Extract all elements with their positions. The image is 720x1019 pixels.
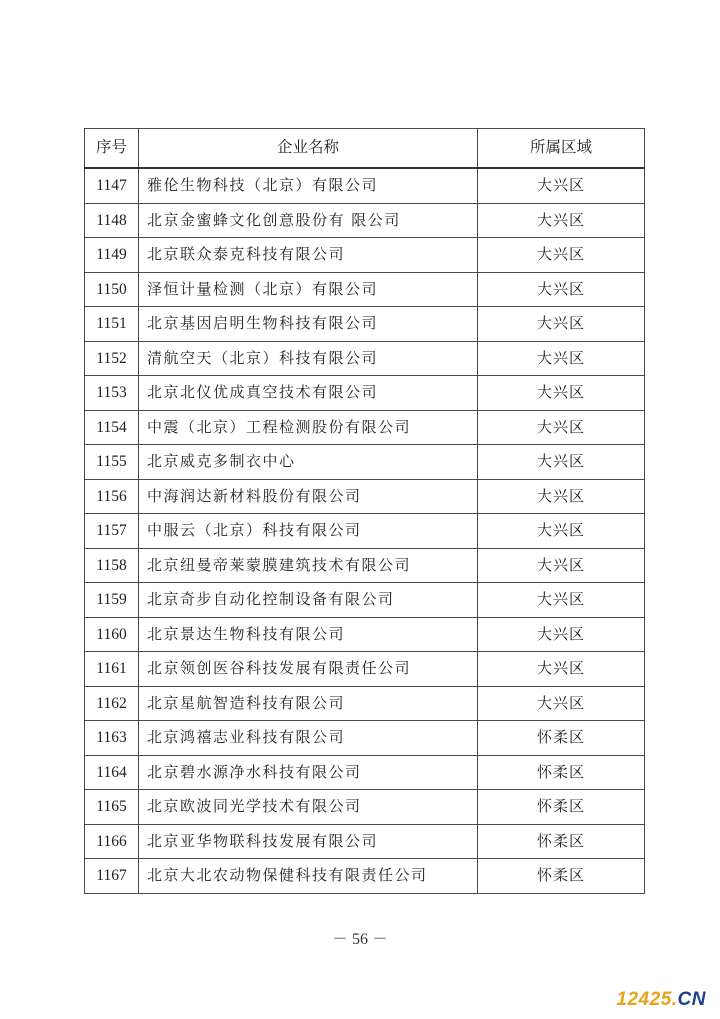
row-region: 大兴区: [478, 376, 645, 411]
header-region: 所属区域: [478, 129, 645, 169]
table-row: [85, 755, 645, 790]
row-region: 怀柔区: [478, 755, 645, 790]
row-company-name: 北京欧波同光学技术有限公司: [139, 790, 478, 825]
row-region: 大兴区: [478, 238, 645, 273]
row-region: 大兴区: [478, 652, 645, 687]
row-serial-number: 1153: [85, 376, 139, 411]
row-company-name: 北京领创医谷科技发展有限责任公司: [139, 652, 478, 687]
row-region: 怀柔区: [478, 721, 645, 756]
row-serial-number: 1161: [85, 652, 139, 687]
row-company-name: 中海润达新材料股份有限公司: [139, 479, 478, 514]
row-company-name: 北京金蜜蜂文化创意股份有 限公司: [139, 203, 478, 238]
table-row: [85, 238, 645, 273]
row-region: 大兴区: [478, 445, 645, 480]
row-company-name: 北京星航智造科技有限公司: [139, 686, 478, 721]
page-number: － 56 －: [331, 931, 388, 948]
row-serial-number: 1152: [85, 341, 139, 376]
row-company-name: 北京纽曼帝莱蒙膜建筑技术有限公司: [139, 548, 478, 583]
row-company-name: 北京碧水源净水科技有限公司: [139, 755, 478, 790]
row-serial-number: 1147: [85, 168, 139, 203]
row-region: 大兴区: [478, 307, 645, 342]
table-row: [85, 548, 645, 583]
company-table: [84, 128, 645, 894]
table-row: [85, 445, 645, 480]
row-region: 大兴区: [478, 341, 645, 376]
table-row: [85, 307, 645, 342]
table-row: [85, 514, 645, 549]
row-serial-number: 1165: [85, 790, 139, 825]
row-serial-number: 1160: [85, 617, 139, 652]
row-company-name: 北京鸿禧志业科技有限公司: [139, 721, 478, 756]
row-region: 大兴区: [478, 272, 645, 307]
row-region: 怀柔区: [478, 824, 645, 859]
row-serial-number: 1159: [85, 583, 139, 618]
row-serial-number: 1151: [85, 307, 139, 342]
row-serial-number: 1154: [85, 410, 139, 445]
row-region: 大兴区: [478, 686, 645, 721]
table-row: [85, 272, 645, 307]
table-row: [85, 652, 645, 687]
row-company-name: 北京大北农动物保健科技有限责任公司: [139, 859, 478, 894]
row-company-name: 北京奇步自动化控制设备有限公司: [139, 583, 478, 618]
row-serial-number: 1163: [85, 721, 139, 756]
row-serial-number: 1150: [85, 272, 139, 307]
table-row: [85, 341, 645, 376]
row-region: 大兴区: [478, 548, 645, 583]
row-serial-number: 1167: [85, 859, 139, 894]
row-region: 大兴区: [478, 479, 645, 514]
table-row: [85, 824, 645, 859]
watermark-number: 12425: [616, 989, 672, 1010]
row-region: 大兴区: [478, 583, 645, 618]
row-serial-number: 1162: [85, 686, 139, 721]
watermark-dot: .: [671, 989, 678, 1010]
row-company-name: 北京威克多制衣中心: [139, 445, 478, 480]
row-company-name: 北京基因启明生物科技有限公司: [139, 307, 478, 342]
row-company-name: 雅伦生物科技（北京）有限公司: [139, 168, 478, 203]
table-row: [85, 721, 645, 756]
table-row: [85, 790, 645, 825]
table-row: [85, 859, 645, 894]
row-serial-number: 1148: [85, 203, 139, 238]
table-row: [85, 617, 645, 652]
row-serial-number: 1158: [85, 548, 139, 583]
row-serial-number: 1164: [85, 755, 139, 790]
table-body: [85, 168, 645, 893]
row-company-name: 北京景达生物科技有限公司: [139, 617, 478, 652]
row-region: 大兴区: [478, 203, 645, 238]
table-header-row: [85, 129, 645, 169]
row-region: 大兴区: [478, 410, 645, 445]
header-company-name: 企业名称: [139, 129, 478, 169]
row-serial-number: 1149: [85, 238, 139, 273]
row-region: 大兴区: [478, 514, 645, 549]
row-serial-number: 1157: [85, 514, 139, 549]
table-row: [85, 410, 645, 445]
row-region: 怀柔区: [478, 859, 645, 894]
company-table-container: [84, 128, 644, 894]
table-row: [85, 376, 645, 411]
row-company-name: 中服云（北京）科技有限公司: [139, 514, 478, 549]
row-serial-number: 1156: [85, 479, 139, 514]
row-company-name: 中震（北京）工程检测股份有限公司: [139, 410, 478, 445]
row-company-name: 北京亚华物联科技发展有限公司: [139, 824, 478, 859]
row-company-name: 北京联众泰克科技有限公司: [139, 238, 478, 273]
row-company-name: 泽恒计量检测（北京）有限公司: [139, 272, 478, 307]
table-row: [85, 168, 645, 203]
table-row: [85, 583, 645, 618]
table-row: [85, 686, 645, 721]
watermark-suffix: CN: [677, 989, 706, 1010]
row-company-name: 北京北仪优成真空技术有限公司: [139, 376, 478, 411]
row-serial-number: 1166: [85, 824, 139, 859]
table-row: [85, 479, 645, 514]
site-watermark-logo: [616, 989, 706, 1011]
table-row: [85, 203, 645, 238]
row-region: 怀柔区: [478, 790, 645, 825]
row-region: 大兴区: [478, 168, 645, 203]
header-serial-number: 序号: [85, 129, 139, 169]
row-company-name: 清航空天（北京）科技有限公司: [139, 341, 478, 376]
row-region: 大兴区: [478, 617, 645, 652]
row-serial-number: 1155: [85, 445, 139, 480]
